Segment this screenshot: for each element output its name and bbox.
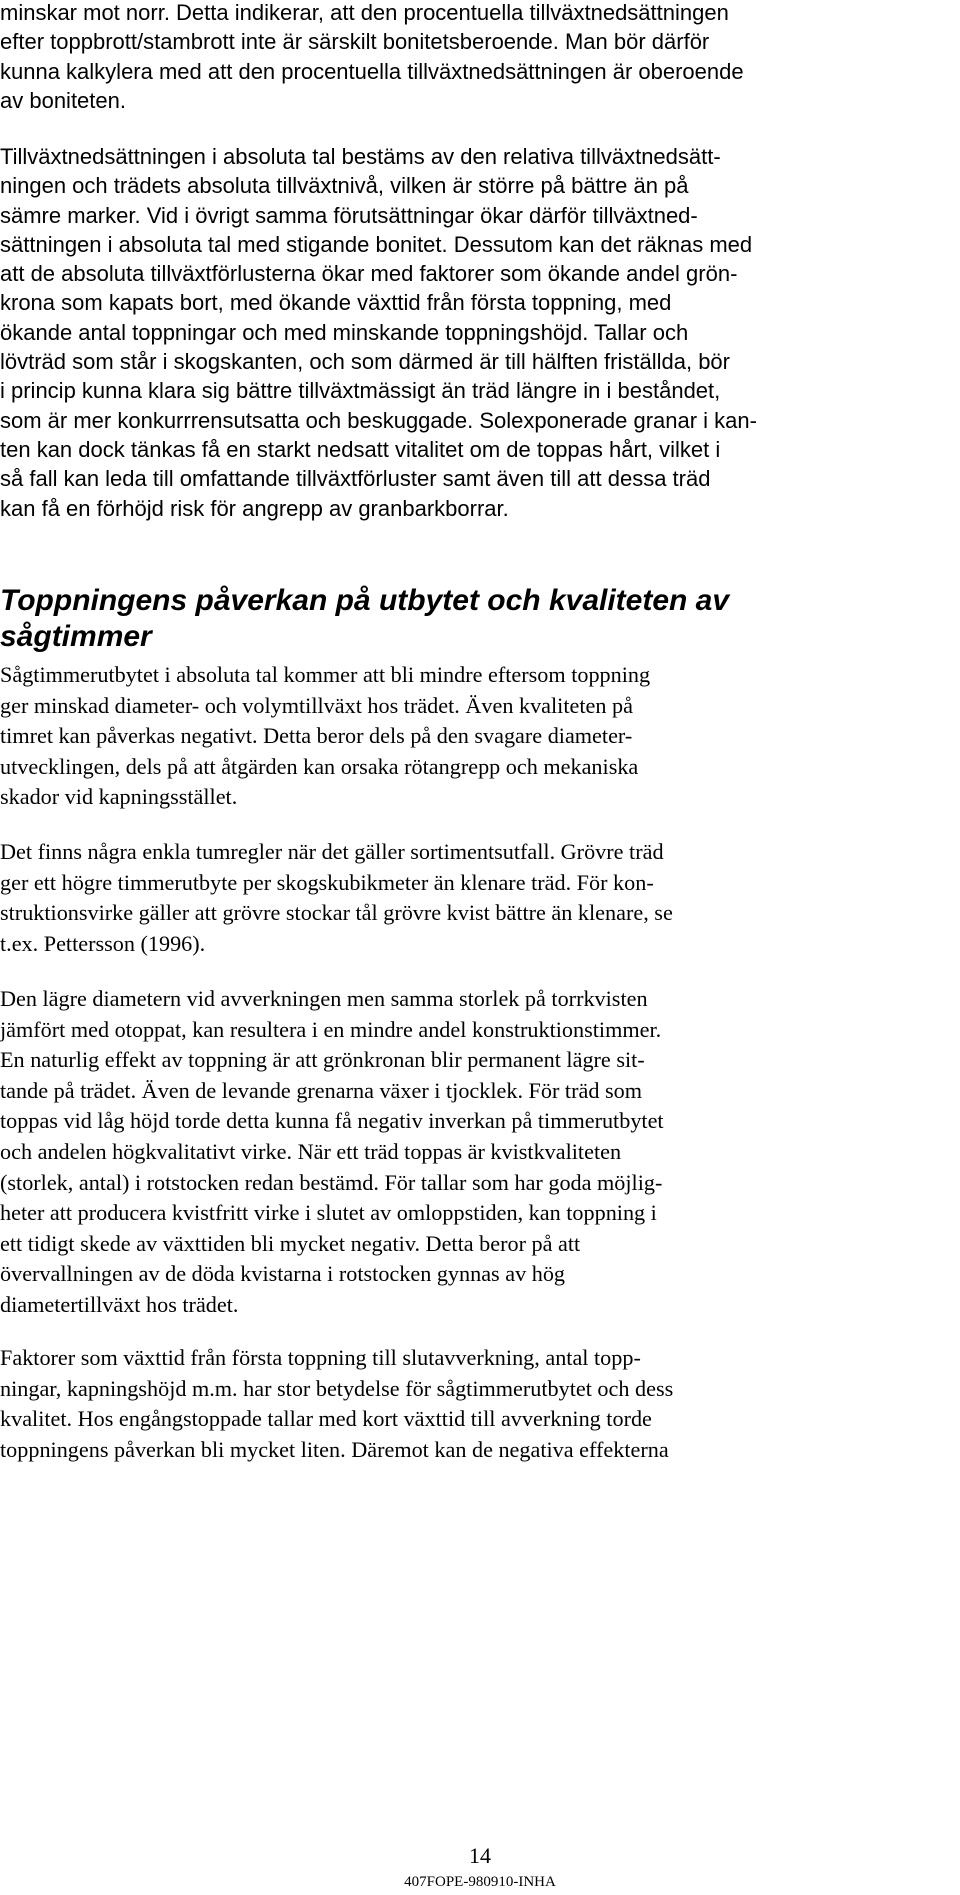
text-line: t.ex. Pettersson (1996). [0, 930, 206, 956]
text-line: ger minskad diameter- och volymtillväxt hos trädet. Även kvaliteten på [0, 692, 633, 718]
document-id: 407FOPE-980910-INHA [404, 1874, 556, 1890]
text-line: i princip kunna klara sig bättre tillväxtmässigt än träd längre in i beståndet, [0, 378, 721, 404]
page-number: 14 [469, 1843, 491, 1868]
text-line: kan få en förhöjd risk för angrepp av granbarkborrar. [0, 495, 509, 521]
text-line: heter att producera kvistfritt virke i slutet av omloppstiden, kan toppning i [0, 1200, 657, 1226]
text-line: toppningens påverkan bli mycket liten. Däremot kan de negativa effekterna [0, 1436, 669, 1462]
text-line: (storlek, antal) i rotstocken redan bestämd. För tallar som har goda möjlig- [0, 1169, 663, 1195]
text-line: som är mer konkurrrensutsatta och beskuggade. Solexponerade granar i kan- [0, 407, 757, 433]
text-line: ten kan dock tänkas få en starkt nedsatt vitalitet om de toppas hårt, vilket i [0, 436, 721, 462]
text-line: och andelen högkvalitativt virke. När ett träd toppas är kvistkvaliteten [0, 1138, 622, 1164]
text-line: timret kan påverkas negativt. Detta beror dels på den svagare diameter- [0, 723, 633, 749]
text-line: Tillväxtnedsättningen i absoluta tal bestäms av den relativa tillväxtnedsätt- [0, 144, 721, 169]
text-line: sättningen i absoluta tal med stigande bonitet. Dessutom kan det räknas med [0, 231, 753, 257]
text-line: Faktorer som växttid från första toppning till slutavverkning, antal topp- [0, 1345, 641, 1370]
text-line: sämre marker. Vid i övrigt samma förutsättningar ökar därför tillväxtned- [0, 202, 698, 228]
section-heading [0, 583, 920, 655]
paragraph-2 [0, 142, 920, 523]
text-line: att de absoluta tillväxtförlusterna ökar med faktorer som ökande andel grön- [0, 261, 738, 287]
text-line: jämfört med otoppat, kan resultera i en mindre andel konstruktionstimmer. [0, 1016, 662, 1042]
text-line: ett tidigt skede av växttiden bli mycket negativ. Detta beror på att [0, 1230, 581, 1256]
text-line: ningen och trädets absoluta tillväxtnivå, vilken är större på bättre än på [0, 173, 689, 199]
text-line: diametertillväxt hos trädet. [0, 1291, 239, 1317]
text-line: En naturlig effekt av toppning är att grönkronan blir permanent lägre sit- [0, 1047, 645, 1073]
section-paragraph-2 [0, 837, 920, 959]
text-line: krona som kapats bort, med ökande växttid från första toppning, med [0, 290, 672, 316]
text-line: Sågtimmerutbytet i absoluta tal kommer att bli mindre eftersom toppning [0, 662, 651, 687]
text-line: så fall kan leda till omfattande tillväxtförluster samt även till att dessa träd [0, 466, 711, 492]
text-line: kunna kalkylera med att den procentuella tillväxtnedsättningen är oberoende [0, 58, 744, 84]
section-paragraph-4 [0, 1343, 920, 1465]
text-line: kvalitet. Hos engångstoppade tallar med kort växttid till avverkning torde [0, 1406, 652, 1432]
paragraph-1 [0, 0, 920, 115]
heading-line: Toppningens påverkan på utbytet och kvaliteten av [0, 584, 730, 617]
section-paragraph-3 [0, 984, 920, 1321]
text-line: Den lägre diametern vid avverkningen men samma storlek på torrkvisten [0, 986, 648, 1011]
text-line: tande på trädet. Även de levande grenarna växer i tjocklek. För träd som [0, 1077, 642, 1103]
text-line: toppas vid låg höjd torde detta kunna få negativ inverkan på timmerutbytet [0, 1108, 664, 1134]
text-line: Det finns några enkla tumregler när det gäller sortimentsutfall. Grövre träd [0, 839, 664, 864]
text-line: övervallningen av de döda kvistarna i rotstocken gynnas av hög [0, 1261, 566, 1287]
text-line: minskar mot norr. Detta indikerar, att den procentuella tillväxtnedsättningen [0, 0, 729, 25]
text-line: lövträd som står i skogskanten, och som därmed är till hälften friställda, bör [0, 349, 730, 375]
text-line: ger ett högre timmerutbyte per skogskubikmeter än klenare träd. För kon- [0, 869, 654, 895]
text-line: ningar, kapningshöjd m.m. har stor betydelse för sågtimmerutbytet och dess [0, 1375, 674, 1401]
text-line: struktionsvirke gäller att grövre stockar tål grövre kvist bättre än klenare, se [0, 900, 673, 926]
text-line: utvecklingen, dels på att åtgärden kan orsaka rötangrepp och mekaniska [0, 753, 639, 779]
text-line: ökande antal toppningar och med minskande toppningshöjd. Tallar och [0, 319, 689, 345]
section-paragraph-1 [0, 660, 920, 813]
text-line: skador vid kapningsstället. [0, 784, 238, 810]
text-line: efter toppbrott/stambrott inte är särskilt bonitetsberoende. Man bör därför [0, 29, 710, 55]
heading-line: sågtimmer [0, 620, 152, 653]
text-line: av boniteten. [0, 87, 126, 113]
